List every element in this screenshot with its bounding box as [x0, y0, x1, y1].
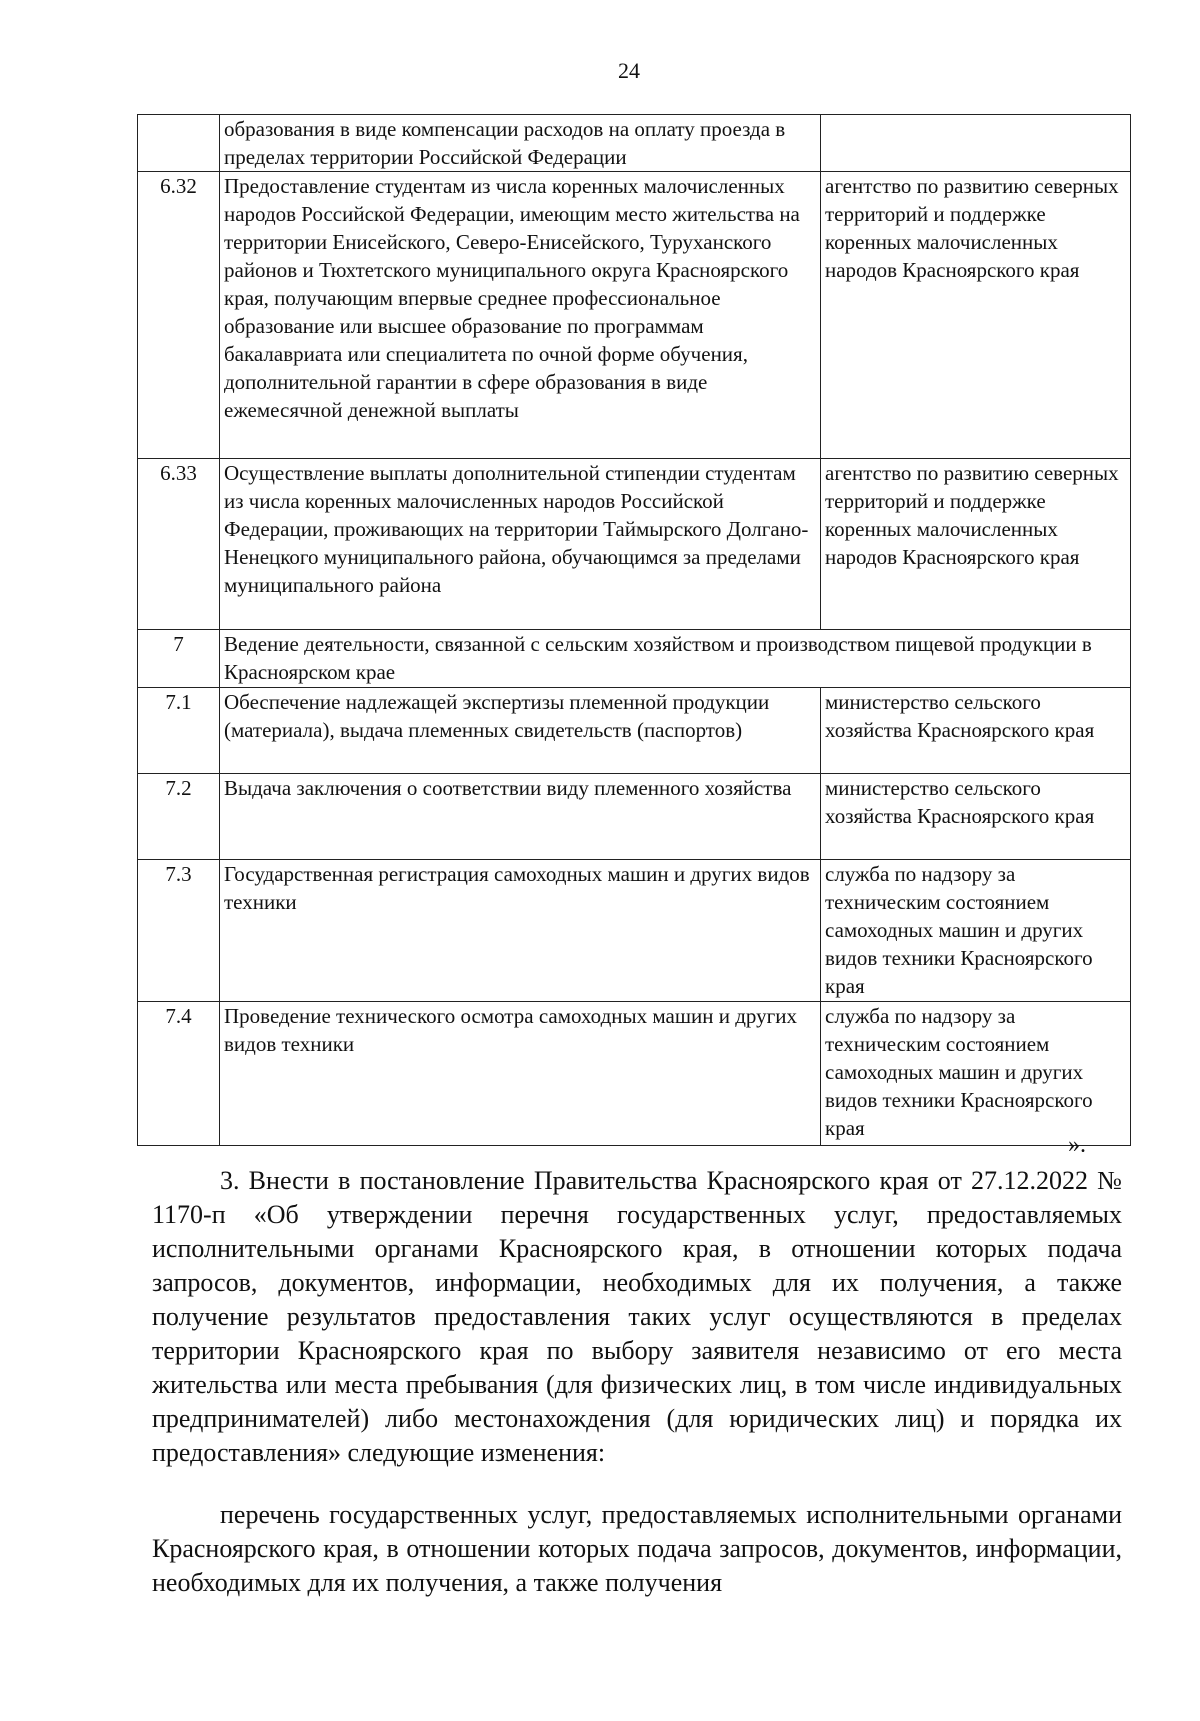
page-number: 24	[618, 58, 640, 83]
service-description: Осуществление выплаты дополнительной стипендии студентам из числа коренных малочисленных народов Российской Федерации, проживающих на территории Таймырского Долгано-Ненецкого муниципального района, обучающимся за пределами муниципального района	[220, 459, 821, 630]
services-table	[137, 114, 1131, 1146]
responsible-agency: служба по надзору за техническим состоянием самоходных машин и других видов техники Красноярского края	[821, 860, 1131, 1002]
row-number: 7.4	[138, 1002, 220, 1146]
responsible-agency: агентство по развитию северных территорий и поддержке коренных малочисленных народов Красноярского края	[821, 172, 1131, 459]
table-row	[138, 1002, 1131, 1146]
row-number: 6.32	[138, 172, 220, 459]
service-description: Выдача заключения о соответствии виду племенного хозяйства	[220, 774, 821, 860]
closing-quote: ».	[1068, 1132, 1086, 1158]
service-description: Государственная регистрация самоходных машин и других видов техники	[220, 860, 821, 1002]
table-row	[138, 172, 1131, 459]
table-row	[138, 459, 1131, 630]
responsible-agency: министерство сельского хозяйства Красноярского края	[821, 774, 1131, 860]
row-number: 7.2	[138, 774, 220, 860]
service-description: образования в виде компенсации расходов на оплату проезда в пределах территории Российской Федерации	[220, 115, 821, 172]
body-paragraph-1: 3. Внести в постановление Правительства Красноярского края от 27.12.2022 № 1170-п «Об утверждении перечня государственных услуг, предоставляемых исполнительными органами Красноярского края, в отношении которых подача запросов, документов, информации, необходимых для их получения, а также получение результатов предоставления таких услуг осуществляются в пределах территории Красноярского края по выбору заявителя независимо от его места жительства или места пребывания (для физических лиц, в том числе индивидуальных предпринимателей) либо местонахождения (для юридических лиц) и порядка их предоставления» следующие изменения:	[152, 1166, 1122, 1467]
table-row-section	[138, 630, 1131, 688]
body-paragraph-2: перечень государственных услуг, предоставляемых исполнительными органами Красноярского края, в отношении которых подача запросов, документов, информации, необходимых для их получения, а также получения	[152, 1500, 1122, 1597]
service-description: Предоставление студентам из числа коренных малочисленных народов Российской Федерации, имеющим место жительства на территории Енисейского, Северо-Енисейского, Туруханского районов и Тюхтетского муниципального округа Красноярского края, получающим впервые среднее профессиональное образование или высшее образование по программам бакалавриата или специалитета по очной форме обучения, дополнительной гарантии в сфере образования в виде ежемесячной денежной выплаты	[220, 172, 821, 459]
table-row	[138, 115, 1131, 172]
table-row	[138, 860, 1131, 1002]
service-description: Обеспечение надлежащей экспертизы племенной продукции (материала), выдача племенных свидетельств (паспортов)	[220, 688, 821, 774]
responsible-agency	[821, 115, 1131, 172]
row-number	[138, 115, 220, 172]
row-number: 7.1	[138, 688, 220, 774]
section-title: Ведение деятельности, связанной с сельским хозяйством и производством пищевой продукции в Красноярском крае	[220, 630, 1131, 688]
service-description: Проведение технического осмотра самоходных машин и других видов техники	[220, 1002, 821, 1146]
responsible-agency: агентство по развитию северных территорий и поддержке коренных малочисленных народов Красноярского края	[821, 459, 1131, 630]
row-number: 6.33	[138, 459, 220, 630]
row-number: 7.3	[138, 860, 220, 1002]
section-number: 7	[138, 630, 220, 688]
table-row	[138, 774, 1131, 860]
responsible-agency: министерство сельского хозяйства Красноярского края	[821, 688, 1131, 774]
responsible-agency: служба по надзору за техническим состоянием самоходных машин и других видов техники Красноярского края	[821, 1002, 1131, 1146]
table-row	[138, 688, 1131, 774]
